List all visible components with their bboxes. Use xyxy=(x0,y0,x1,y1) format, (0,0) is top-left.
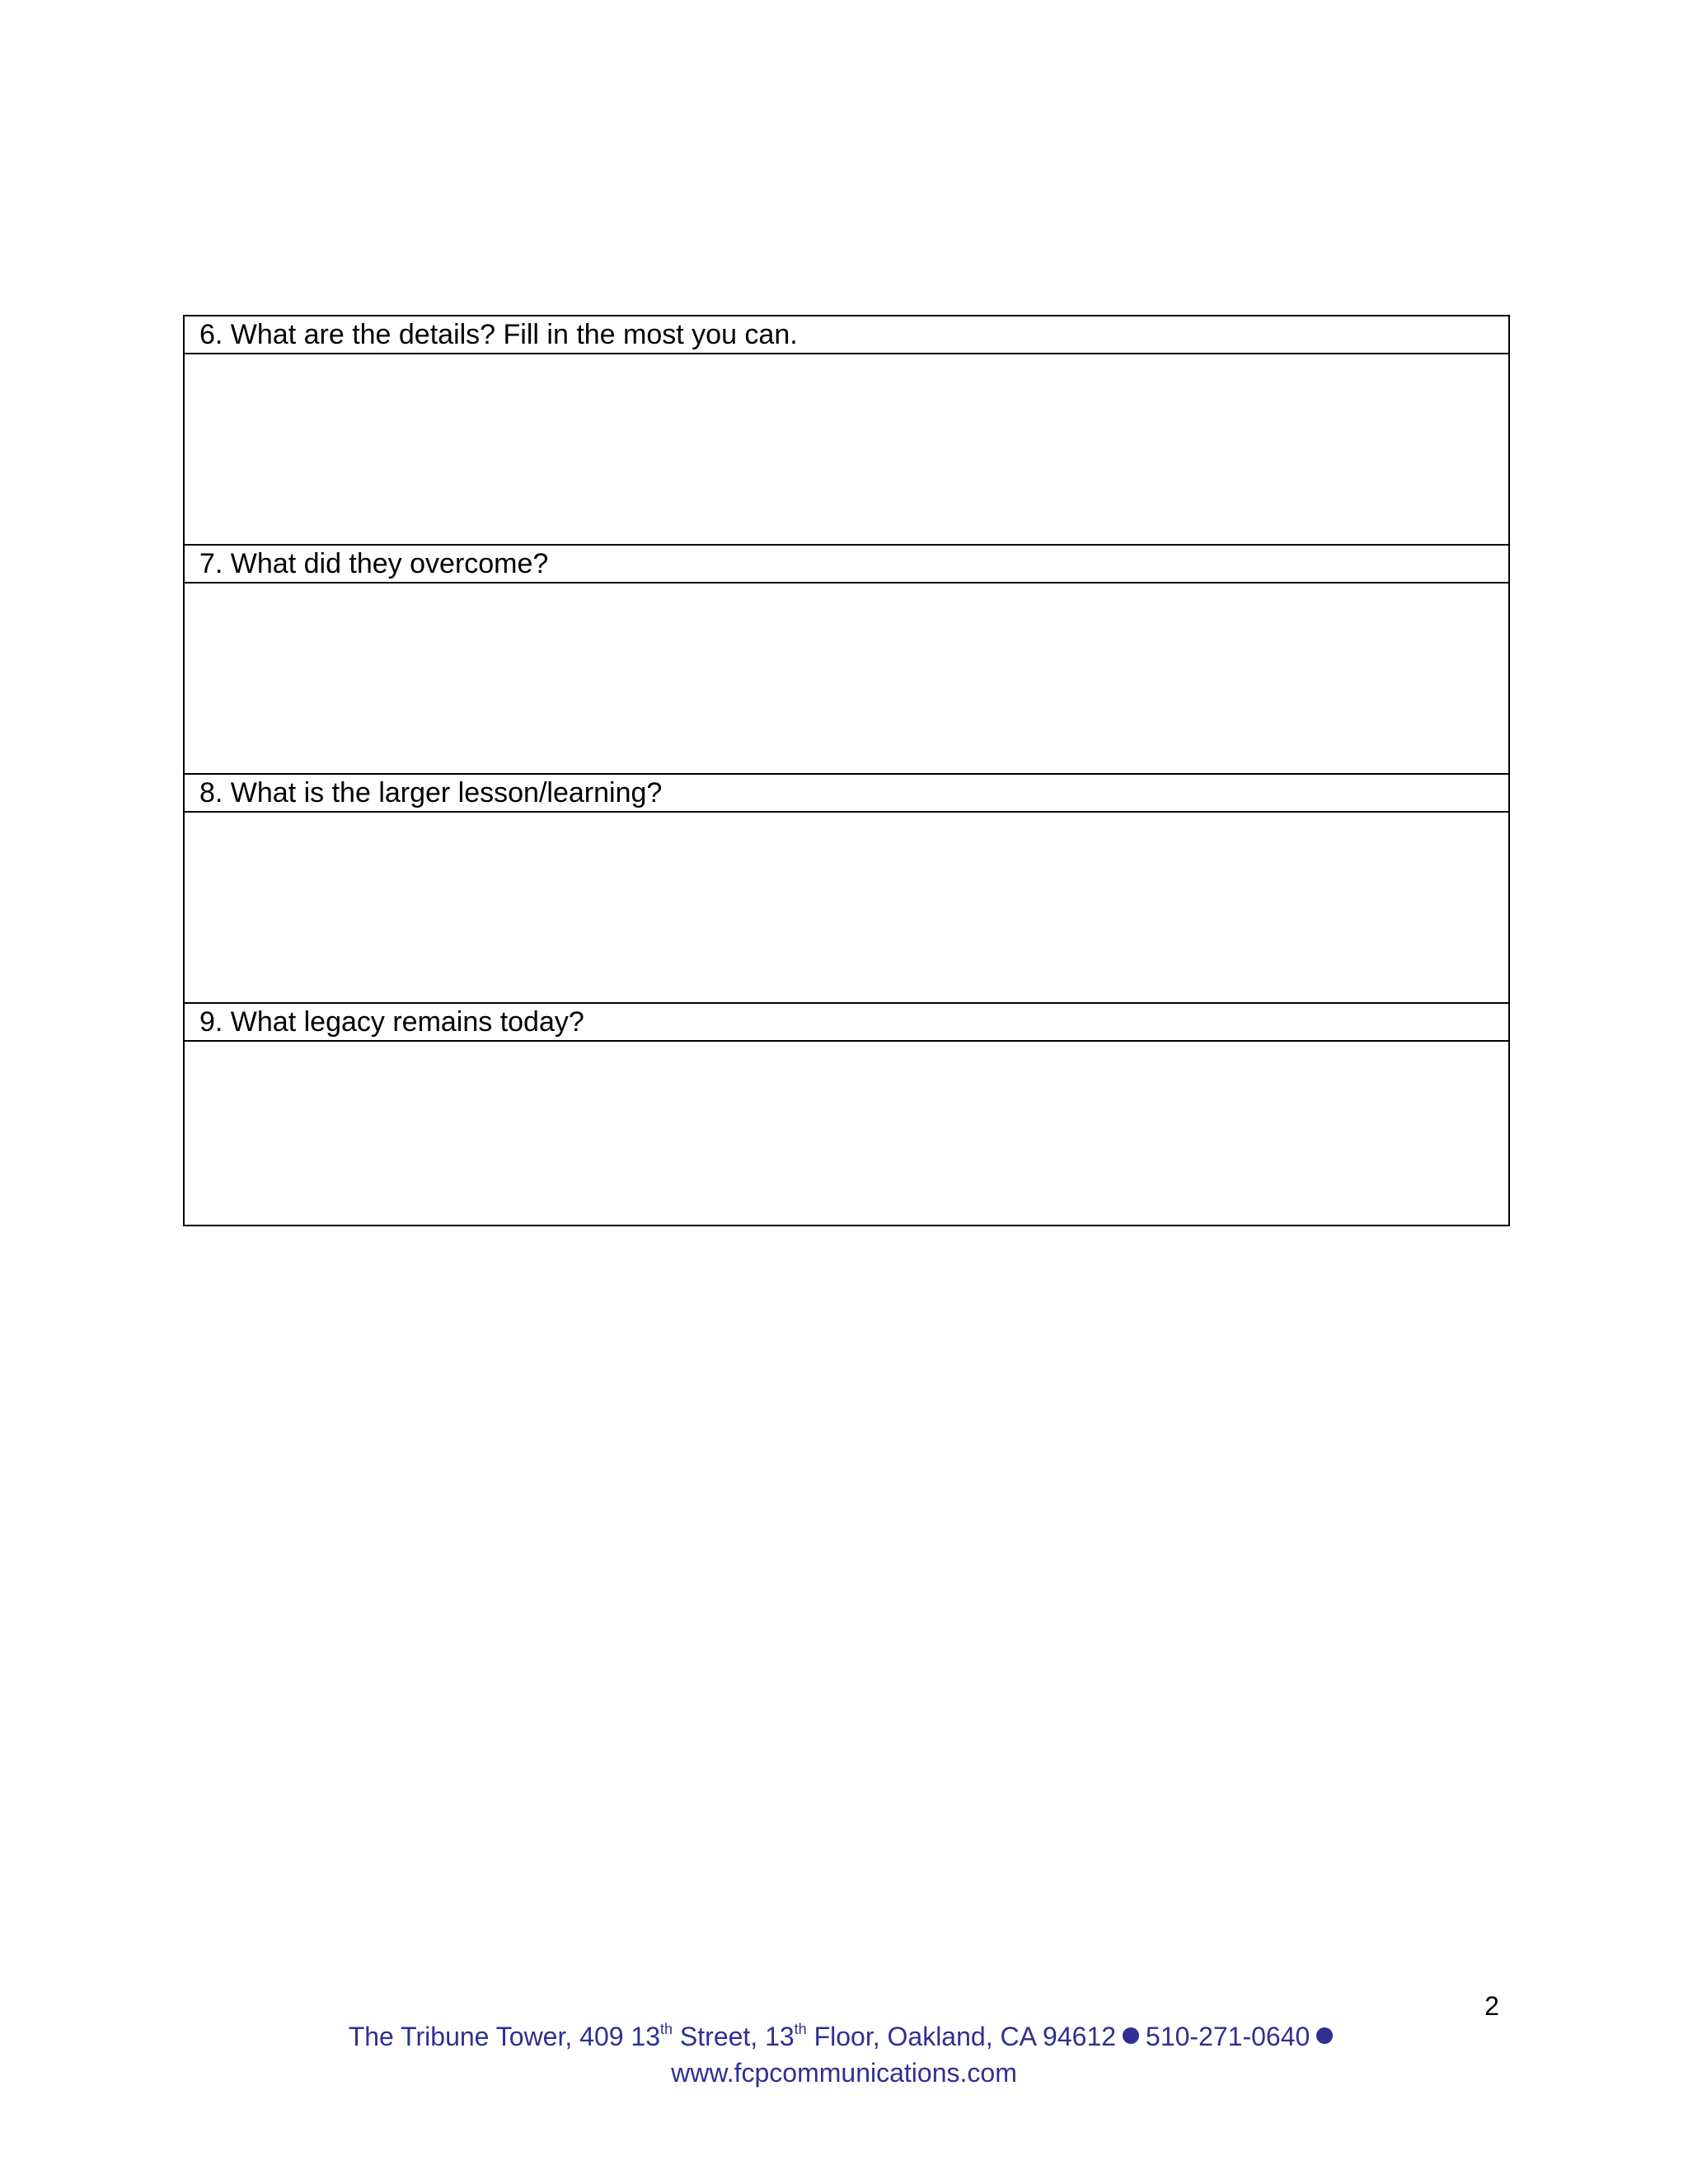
footer-phone: 510-271-0640 xyxy=(1146,2022,1311,2051)
question-label: 9. What legacy remains today? xyxy=(184,1003,1509,1041)
answer-row xyxy=(184,354,1509,545)
question-label: 7. What did they overcome? xyxy=(184,545,1509,583)
answer-box[interactable] xyxy=(184,812,1509,1003)
footer-ordinal: th xyxy=(794,2021,807,2037)
footer-website[interactable]: www.fcpcommunications.com xyxy=(671,2058,1017,2088)
answer-row xyxy=(184,1041,1509,1226)
page-number: 2 xyxy=(1484,1991,1499,2021)
footer-building: The Tribune Tower, 409 13 xyxy=(348,2022,661,2051)
footer-street: Street, 13 xyxy=(673,2022,795,2051)
bullet-icon xyxy=(1123,2027,1139,2044)
answer-row xyxy=(184,583,1509,774)
question-row xyxy=(184,774,1509,812)
question-row xyxy=(184,545,1509,583)
answer-box[interactable] xyxy=(184,583,1509,774)
bullet-icon xyxy=(1316,2027,1333,2044)
question-row xyxy=(184,1003,1509,1041)
question-label: 6. What are the details? Fill in the most you can. xyxy=(184,316,1509,354)
question-label: 8. What is the larger lesson/learning? xyxy=(184,774,1509,812)
footer-ordinal: th xyxy=(660,2021,673,2037)
footer-floor-city: Floor, Oakland, CA 94612 xyxy=(806,2022,1117,2051)
answer-row xyxy=(184,812,1509,1003)
answer-box[interactable] xyxy=(184,1041,1509,1226)
footer-address xyxy=(0,2018,1688,2055)
question-row xyxy=(184,316,1509,354)
answer-box[interactable] xyxy=(184,354,1509,545)
questionnaire-table xyxy=(183,315,1510,1226)
